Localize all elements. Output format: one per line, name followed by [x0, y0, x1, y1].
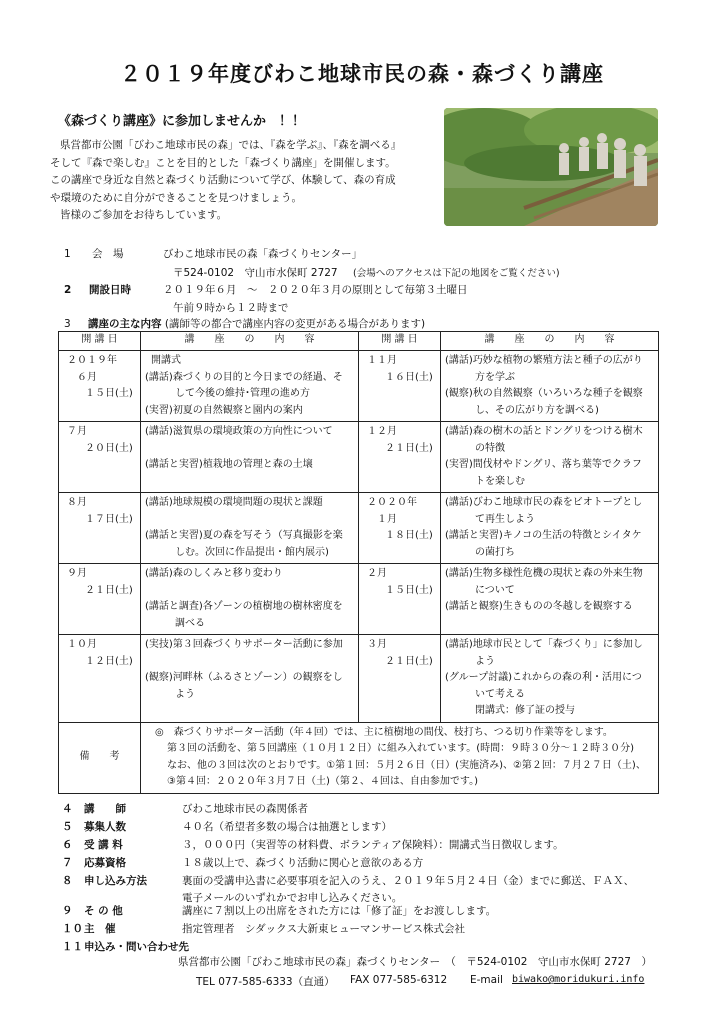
header-content: 講 座 の 内 容 — [141, 332, 359, 351]
activity-text: 河畔林（ふるさとゾーン）の観察をし — [172, 672, 343, 683]
content-line — [145, 616, 354, 633]
date-line: ３月 — [367, 639, 387, 650]
date-line: １５日(土) — [85, 388, 133, 399]
content-line — [145, 495, 354, 512]
page-title: ２０１９年度びわこ地球市民の森・森づくり講座 — [120, 62, 604, 86]
table-row — [59, 493, 659, 564]
right-content-cell — [441, 422, 659, 493]
item-num: ８ — [62, 875, 73, 887]
activity-text: について — [475, 584, 515, 596]
venue-address: 〒524-0102 守山市水保町 2727 — [173, 267, 338, 279]
venue-value: びわこ地球市民の森「森づくりセンター」 — [163, 248, 363, 260]
activity-type: (講話) — [145, 371, 173, 383]
activity-text: これからの森の利・活用につ — [512, 672, 642, 683]
content-note: (講師等の都合で講座内容の変更がある場合があります) — [164, 318, 426, 330]
activity-text: 閉講式：修了証の授与 — [475, 705, 575, 716]
item-label: 主 催 — [84, 923, 116, 935]
date-line: １７日(土) — [85, 513, 133, 525]
dates-value: ２０１９年６月 ～ ２０２０年３月の原則として毎第３土曜日 — [163, 284, 468, 296]
content-line — [445, 583, 654, 600]
content-label: 講座の主な内容 — [88, 318, 162, 330]
content-line — [145, 403, 354, 420]
date-line: ７月 — [67, 426, 87, 437]
remarks-label: 備 考 — [59, 722, 141, 793]
activity-text: 間伐材やドングリ、落ち葉等でクラフ — [472, 459, 642, 470]
item-label: 申し込み方法 — [84, 875, 147, 887]
activity-text: 夏の森を写そう（写真撮影を楽 — [202, 530, 343, 541]
activity-text: 植栽地の管理と森の土壌 — [202, 459, 313, 470]
content-line — [145, 637, 354, 654]
content-line — [145, 386, 354, 403]
venue-num: 1 — [64, 248, 71, 260]
activity-type: (講話と実習) — [445, 530, 503, 541]
activity-text: して今後の維持･管理の進め方 — [175, 388, 310, 399]
content-line — [445, 353, 654, 370]
item-label: 講 師 — [84, 803, 126, 815]
right-date-cell — [359, 635, 441, 723]
activity-text: しむ。次回に作品提出・館内展示) — [175, 546, 329, 558]
venue-row — [64, 246, 124, 261]
intro-line: この講座で身近な自然と森づくり活動について学び、体験して、森の育成 — [50, 174, 396, 186]
date-line: １２月 — [367, 426, 397, 437]
content-line — [145, 424, 354, 441]
left-content-cell — [141, 493, 359, 564]
content-line — [145, 687, 354, 704]
right-content-cell — [441, 493, 659, 564]
activity-type: (実技) — [145, 639, 173, 650]
content-line — [445, 370, 654, 387]
content-line — [445, 687, 654, 704]
intro-line: 県営都市公園「びわこ地球市民の森」では、『森を学ぶ』、『森を調べる』 — [60, 139, 402, 151]
date-line: ２１日(土) — [85, 584, 133, 596]
left-content-cell — [141, 635, 359, 723]
content-line — [445, 566, 654, 583]
activity-type: (講話) — [445, 639, 473, 650]
left-date-cell — [59, 422, 141, 493]
content-line — [445, 403, 654, 420]
content-line — [145, 441, 354, 458]
intro-line: そして『森で楽しむ』ことを目的とした「森づくり講座」を開催します。 — [50, 156, 396, 169]
content-line — [145, 512, 354, 529]
date-line: ９月 — [67, 568, 87, 579]
item-num: ５ — [62, 821, 73, 833]
activity-type: (グループ討議) — [445, 672, 513, 683]
table-row — [59, 351, 659, 422]
intro-line: や環境のために自分ができることを見つけましょう。 — [50, 191, 302, 204]
activity-type: (講話) — [445, 426, 473, 437]
content-line — [445, 441, 654, 458]
content-line — [445, 474, 654, 491]
content-line — [145, 370, 354, 387]
contact-email-link[interactable]: biwako@moridukuri.info — [512, 974, 645, 985]
left-date-cell — [59, 635, 141, 723]
date-line: １０月 — [67, 639, 97, 650]
item-label: 募集人数 — [84, 821, 126, 833]
activity-text: 生物多様性危機の現状と森の外来生物 — [472, 568, 643, 579]
remarks-row — [59, 722, 659, 793]
content-line — [445, 637, 654, 654]
date-line: ２１日(土) — [385, 655, 433, 667]
activity-text: 森の樹木の話とドングリをつける樹木 — [472, 426, 643, 437]
left-date-cell — [59, 351, 141, 422]
date-line: １月 — [377, 513, 397, 525]
date-line: １６日(土) — [385, 371, 433, 383]
dates-row — [64, 282, 131, 297]
right-date-cell — [359, 351, 441, 422]
activity-type: (実習) — [445, 459, 473, 470]
content-line — [445, 670, 654, 687]
activity-type: (観察) — [445, 388, 473, 399]
content-line — [445, 703, 654, 720]
venue-label: 会 場 — [92, 248, 124, 260]
activity-text: 森のしくみと移り変わり — [172, 568, 283, 579]
content-line — [145, 583, 354, 600]
content-line — [145, 353, 354, 370]
date-line: ２０１９年 — [67, 355, 117, 366]
activity-text: 第３回森づくりサポーター活動に参加 — [172, 639, 343, 650]
activity-text: キノコの生活の特徴とシイタケ — [502, 530, 642, 541]
date-line: １８日(土) — [385, 530, 433, 541]
content-line — [145, 599, 354, 616]
activity-text: 滋賀県の環境政策の方向性について — [172, 426, 333, 437]
contact-fax: FAX 077-585-6312 — [350, 974, 448, 986]
content-line — [445, 457, 654, 474]
content-line — [445, 424, 654, 441]
activity-type: (講話) — [445, 497, 473, 508]
activity-type: (講話) — [445, 355, 473, 366]
left-date-cell — [59, 564, 141, 635]
content-line — [445, 654, 654, 671]
date-line: １１月 — [367, 355, 397, 366]
activity-text: し、その広がり方を調べる) — [475, 404, 599, 416]
activity-text: 開講式 — [151, 355, 181, 366]
date-line: ２１日(土) — [385, 442, 433, 454]
remarks-line: 第３回の活動を、第５回講座（１０月１２日）に組み入れています。(時間：９時３０分～１２時３０分) — [167, 743, 635, 754]
activity-type: (講話と観察) — [445, 601, 503, 612]
remarks-line: ③第４回：２０２０年３月７日（土)（第２、４回は、自由参加です。) — [167, 776, 478, 787]
date-line: ２月 — [367, 568, 387, 579]
activity-type: (講話と実習) — [145, 459, 203, 470]
contact-tel: TEL 077-585-6333（直通） — [196, 976, 335, 988]
item-num: ９ — [62, 905, 73, 917]
date-line: ２０日(土) — [85, 442, 133, 454]
right-content-cell — [441, 635, 659, 723]
item-value: びわこ地球市民の森関係者 — [182, 803, 308, 815]
content-line — [445, 545, 654, 562]
content-line — [445, 512, 654, 529]
activity-text: いて考える — [475, 688, 525, 700]
activity-text: よう — [475, 655, 495, 667]
date-line: １５日(土) — [385, 584, 433, 596]
item-value: 裏面の受講申込書に必要事項を記入のうえ、２０１９年５月２４日（金）までに郵送、ＦＡＸ、 — [182, 875, 635, 887]
right-date-cell — [359, 422, 441, 493]
content-line — [445, 386, 654, 403]
item-label: 受 講 料 — [84, 839, 123, 851]
left-content-cell — [141, 564, 359, 635]
content-line — [445, 528, 654, 545]
content-line — [145, 566, 354, 583]
left-content-cell — [141, 422, 359, 493]
left-content-cell — [141, 351, 359, 422]
content-line — [145, 670, 354, 687]
item-value: ４０名（希望者多数の場合は抽選とします） — [182, 821, 392, 833]
content-num: 3 — [64, 318, 71, 330]
right-content-cell — [441, 564, 659, 635]
activity-text: て再生しよう — [475, 513, 535, 525]
table-header-row — [59, 332, 659, 351]
right-date-cell — [359, 493, 441, 564]
activity-text: 生きものの冬越しを観察する — [502, 601, 633, 612]
item-value: １８歳以上で、森づくり活動に関心と意欲のある方 — [182, 857, 424, 869]
table-row — [59, 635, 659, 723]
activity-type: (講話) — [145, 568, 173, 579]
right-content-cell — [441, 351, 659, 422]
contact-org: 県営都市公園「びわこ地球市民の森」森づくりセンター （ 〒524-0102 守山市水保町 2727 ） — [178, 956, 652, 968]
activity-type: (講話と実習) — [145, 530, 203, 541]
activity-text: の菌打ち — [475, 546, 515, 558]
activity-text: 森づくりの目的と今日までの経過、そ — [172, 371, 343, 383]
item-value: 講座に７割以上の出席をされた方には「修了証」をお渡しします。 — [182, 905, 497, 917]
activity-text: よう — [175, 688, 195, 700]
dates-time: 午前９時から１２時まで — [173, 302, 289, 314]
item-label: 応募資格 — [84, 857, 126, 869]
header-date: 開 講 日 — [59, 332, 141, 351]
header-date: 開 講 日 — [359, 332, 441, 351]
content-line — [445, 495, 654, 512]
dates-num: 2 — [64, 284, 72, 296]
activity-type: (観察) — [145, 672, 173, 683]
content-line — [145, 457, 354, 474]
activity-text: 地球規模の環境問題の現状と課題 — [172, 497, 323, 508]
activity-type: (講話) — [145, 497, 173, 508]
activity-text: 秋の自然観察（いろいろな種子を観察 — [472, 388, 643, 399]
content-row — [64, 316, 425, 331]
item-num: ７ — [62, 857, 73, 869]
activity-text: トを楽しむ — [475, 475, 525, 487]
item-label: そ の 他 — [84, 905, 123, 917]
subtitle: 《森づくり講座》に参加しませんか ！！ — [58, 114, 306, 129]
venue-address-note: (会場へのアクセスは下記の地図をご覧ください) — [353, 268, 560, 279]
remarks-content — [141, 722, 659, 793]
item-num: ６ — [62, 839, 73, 851]
activity-text: 地球市民として「森づくり」に参加し — [472, 639, 643, 650]
header-content: 講 座 の 内 容 — [441, 332, 659, 351]
date-line: ２０２０年 — [367, 497, 417, 508]
content-line — [145, 654, 354, 671]
activity-text: 方を学ぶ — [475, 371, 515, 383]
intro-text — [50, 137, 435, 225]
right-date-cell — [359, 564, 441, 635]
content-line — [445, 599, 654, 616]
activity-text: の特徴 — [475, 442, 505, 454]
activity-type: (実習) — [145, 404, 173, 416]
activity-type: (講話) — [145, 426, 173, 437]
item-value: ３，０００円（実習等の材料費、ボランティア保険料）：開講式当日徴収します。 — [182, 839, 564, 851]
activity-text: 巧妙な植物の繁殖方法と種子の広がり — [472, 355, 643, 366]
left-date-cell — [59, 493, 141, 564]
activity-type: (講話) — [445, 568, 473, 579]
remarks-line: ◎ 森づくりサポーター活動（年４回）では、主に植樹地の間伐、枝打ち、つる切り作業等をします。 — [155, 726, 613, 738]
activity-text: びわこ地球市民の森をビオトープとし — [472, 497, 643, 508]
activity-text: 各ゾーンの植樹地の樹林密度を — [202, 601, 343, 612]
item-value-continued: 電子メールのいずれかでお申し込みください。 — [182, 892, 403, 904]
item-num: ４ — [62, 803, 73, 815]
table-row — [59, 564, 659, 635]
activity-text: 初夏の自然観察と園内の案内 — [172, 404, 303, 416]
remarks-line: なお、他の３回は次のとおりです。①第１回：５月２６日（日）(実施済み)、②第２回：７月２７日（土)、 — [167, 759, 646, 771]
contact-email-label: E-mail — [470, 974, 503, 986]
date-line: ６月 — [77, 371, 97, 383]
activity-text: 調べる — [175, 617, 205, 629]
intro-line: 皆様のご参加をお待ちしています。 — [60, 209, 228, 221]
activity-type: (講話と調査) — [145, 601, 203, 612]
schedule-table — [58, 331, 659, 794]
item-num: １０ — [62, 923, 83, 935]
content-line — [145, 545, 354, 562]
item-value: 指定管理者 シダックス大新東ヒューマンサービス株式会社 — [182, 923, 465, 935]
content-line — [145, 528, 354, 545]
volunteers-on-boardwalk-photo — [444, 108, 658, 226]
date-line: １２日(土) — [85, 655, 133, 667]
item-num: １１ — [62, 941, 83, 953]
date-line: ８月 — [67, 497, 87, 508]
dates-label: 開設日時 — [88, 284, 131, 296]
table-row — [59, 422, 659, 493]
item-label: 申込み・問い合わせ先 — [84, 941, 189, 953]
